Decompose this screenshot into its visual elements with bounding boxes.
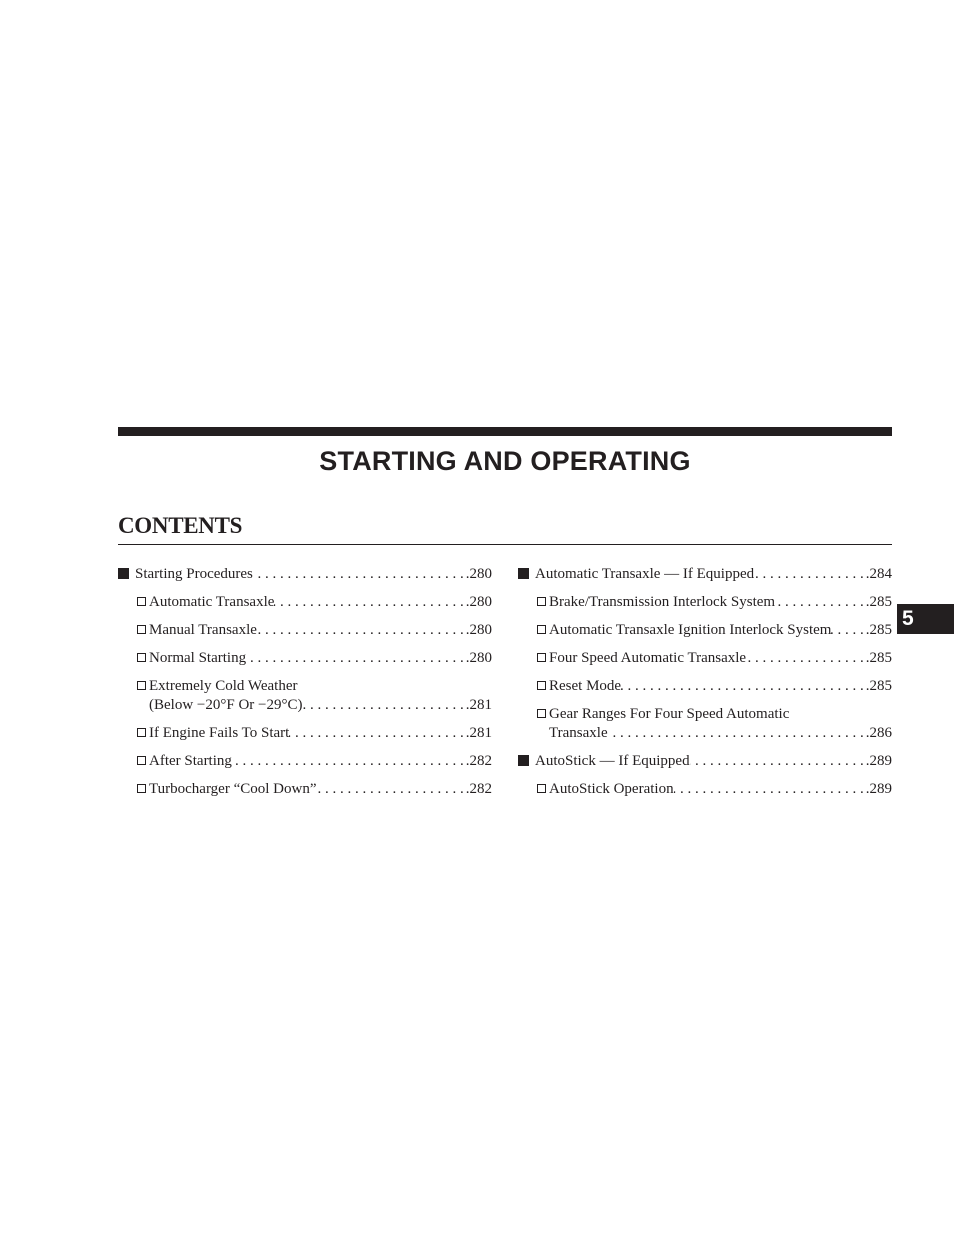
toc-page-number: .289 — [865, 781, 892, 797]
toc-entry[interactable] — [518, 593, 892, 612]
dot-leader — [274, 593, 465, 612]
toc-entry-label: Gear Ranges For Four Speed Automatic — [549, 706, 790, 722]
dot-leader — [690, 752, 866, 771]
toc-entry-label: Reset Mode — [549, 678, 622, 694]
dot-leader — [754, 565, 866, 584]
toc-entry[interactable] — [118, 724, 492, 743]
toc-page-number: .280 — [465, 566, 492, 582]
hollow-square-bullet-icon — [537, 677, 549, 696]
toc-entry[interactable] — [118, 593, 492, 612]
toc-entry[interactable] — [118, 621, 492, 640]
hollow-square-bullet-icon — [137, 752, 149, 771]
toc-entry-label: AutoStick Operation — [549, 781, 674, 797]
dot-leader — [303, 696, 466, 715]
toc-entry[interactable] — [118, 565, 492, 584]
toc-entry-label: Starting Procedures — [135, 566, 253, 582]
dot-leader — [316, 780, 465, 799]
toc-entry-label: Four Speed Automatic Transaxle — [549, 650, 747, 666]
hollow-square-bullet-icon — [537, 649, 549, 668]
hollow-square-bullet-icon — [537, 705, 549, 724]
toc-entry-label: If Engine Fails To Start — [149, 725, 290, 741]
hollow-square-bullet-icon — [537, 621, 549, 640]
chapter-tab: 5 — [897, 604, 954, 634]
toc-entry[interactable] — [518, 705, 892, 743]
toc-entry[interactable] — [118, 780, 492, 799]
chapter-title: STARTING AND OPERATING — [319, 446, 691, 476]
toc-page-number: .285 — [865, 678, 892, 694]
toc-page-number: .280 — [465, 594, 492, 610]
toc-entry-label: After Starting — [149, 753, 232, 769]
toc-entry-label-continued: Transaxle — [549, 725, 608, 741]
toc-entry[interactable] — [518, 649, 892, 668]
toc-entry-label-continued: (Below −20°F Or −29°C) — [149, 697, 303, 713]
toc-entry[interactable] — [518, 780, 892, 799]
dot-leader — [608, 724, 866, 743]
toc-entry-label: Automatic Transaxle — If Equipped — [535, 566, 755, 582]
contents-rule — [118, 544, 892, 545]
contents-heading: CONTENTS — [118, 513, 243, 538]
toc-page-number: .281 — [465, 725, 492, 741]
dot-leader — [253, 565, 466, 584]
dot-leader — [746, 649, 866, 668]
toc-page-number: .282 — [465, 781, 492, 797]
hollow-square-bullet-icon — [537, 593, 549, 612]
dot-leader — [775, 593, 866, 612]
dot-leader — [831, 621, 865, 640]
toc-entry-label: Brake/Transmission Interlock System — [549, 594, 776, 610]
toc-page-number: .284 — [865, 566, 892, 582]
filled-square-bullet-icon — [118, 565, 135, 584]
toc-entry[interactable] — [518, 565, 892, 584]
hollow-square-bullet-icon — [137, 649, 149, 668]
dot-leader — [232, 752, 466, 771]
dot-leader — [289, 724, 465, 743]
toc-entry[interactable] — [118, 649, 492, 668]
toc-entry[interactable] — [118, 752, 492, 771]
toc-page-number: .280 — [465, 650, 492, 666]
toc-page-number: .281 — [465, 697, 492, 713]
hollow-square-bullet-icon — [137, 593, 149, 612]
hollow-square-bullet-icon — [137, 780, 149, 799]
dot-leader — [674, 780, 866, 799]
toc-entry[interactable] — [518, 752, 892, 771]
hollow-square-bullet-icon — [137, 724, 149, 743]
toc-entry-label: Turbocharger “Cool Down” — [149, 781, 317, 797]
hollow-square-bullet-icon — [537, 780, 549, 799]
toc-page-number: .282 — [465, 753, 492, 769]
toc-entry-label: Automatic Transaxle — [149, 594, 275, 610]
toc-entry-label: Manual Transaxle — [149, 622, 257, 638]
toc-page-number: .285 — [865, 622, 892, 638]
toc-entry-label: Normal Starting — [149, 650, 247, 666]
hollow-square-bullet-icon — [137, 621, 149, 640]
toc-page-number: .286 — [865, 725, 892, 741]
filled-square-bullet-icon — [518, 752, 535, 771]
toc-page-number: .285 — [865, 594, 892, 610]
header-rule — [118, 427, 892, 436]
dot-leader — [246, 649, 466, 668]
toc-entry-label: Automatic Transaxle Ignition Interlock System — [549, 622, 832, 638]
filled-square-bullet-icon — [518, 565, 535, 584]
toc-entry[interactable] — [518, 621, 892, 640]
dot-leader — [621, 677, 866, 696]
toc-page-number: .285 — [865, 650, 892, 666]
toc-entry-label: Extremely Cold Weather — [149, 678, 298, 694]
toc-page-number: .280 — [465, 622, 492, 638]
toc-entry[interactable] — [518, 677, 892, 696]
toc-left-column — [118, 565, 492, 808]
toc-page-number: .289 — [865, 753, 892, 769]
dot-leader — [257, 621, 466, 640]
hollow-square-bullet-icon — [137, 677, 149, 696]
toc-entry-label: AutoStick — If Equipped — [535, 753, 690, 769]
toc-right-column — [518, 565, 892, 808]
toc-entry[interactable] — [118, 677, 492, 715]
